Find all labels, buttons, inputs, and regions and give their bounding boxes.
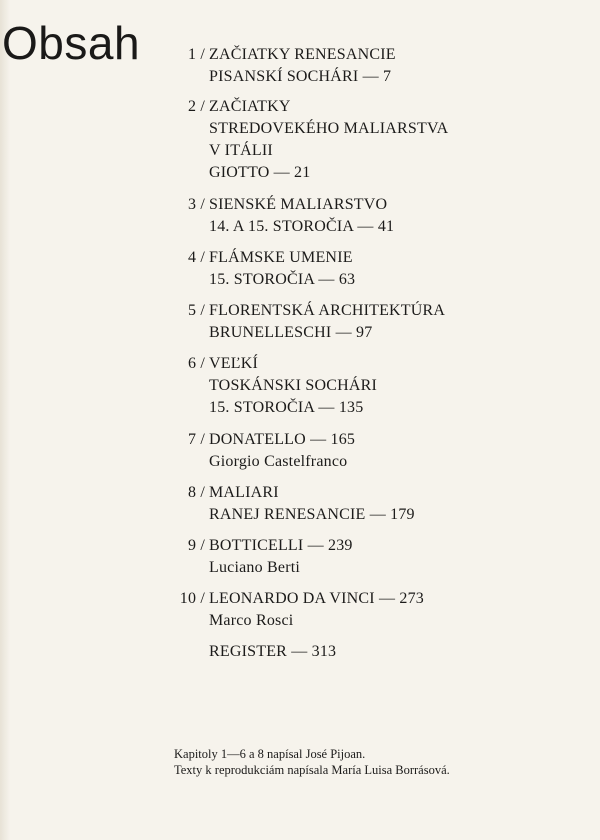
toc-entry-line: STREDOVEKÉHO MALIARSTVA — [209, 120, 449, 137]
toc-entry-line: MALIARI — [209, 484, 279, 501]
credits-footnote — [174, 746, 450, 778]
toc-entry-line: LEONARDO DA VINCI — 273 — [209, 590, 424, 607]
toc-entry-line: ZAČIATKY RENESANCIE — [209, 46, 396, 63]
toc-entry-text — [205, 300, 580, 344]
toc-entry-line: 14. A 15. STOROČIA — 41 — [209, 218, 395, 235]
table-of-contents — [150, 44, 580, 663]
toc-entry — [150, 429, 580, 473]
toc-entry-line: TOSKÁNSKI SOCHÁRI — [209, 377, 378, 394]
toc-entry-line: RANEJ RENESANCIE — 179 — [209, 506, 415, 523]
toc-entry-text — [205, 641, 580, 663]
toc-entry-line: 15. STOROČIA — 135 — [209, 399, 364, 416]
toc-entry — [150, 535, 580, 579]
toc-entry — [150, 44, 580, 88]
toc-entry — [150, 300, 580, 344]
toc-entry-line: Giorgio Castelfranco — [209, 453, 348, 470]
toc-entry-line: PISANSKÍ SOCHÁRI — 7 — [209, 68, 392, 85]
credits-line: Kapitoly 1—6 a 8 napísal José Pijoan. — [174, 747, 366, 761]
toc-entry-line: GIOTTO — 21 — [209, 164, 311, 181]
page-title: Obsah — [2, 17, 141, 69]
toc-entry-text — [205, 353, 580, 419]
toc-entry-line: SIENSKÉ MALIARSTVO — [209, 196, 388, 213]
toc-entry-line: ZAČIATKY — [209, 98, 291, 115]
toc-entry-line: REGISTER — 313 — [209, 643, 337, 660]
toc-entry — [150, 194, 580, 238]
toc-entry-text — [205, 247, 580, 291]
toc-entry-number — [150, 641, 205, 663]
toc-entry-number: 8 / — [187, 484, 205, 501]
page-edge — [0, 0, 10, 840]
toc-entry-line: Luciano Berti — [209, 559, 301, 576]
toc-entry-line: DONATELLO — 165 — [209, 431, 356, 448]
toc-entry-line: Marco Rosci — [209, 612, 294, 629]
toc-entry — [150, 588, 580, 632]
toc-entry-line: BRUNELLESCHI — 97 — [209, 324, 373, 341]
credits-line: Texty k reprodukciám napísala María Luisa Borrásová. — [174, 763, 450, 777]
toc-entry-number: 2 / — [187, 98, 205, 115]
toc-entry — [150, 353, 580, 419]
toc-entry-line: FLÁMSKE UMENIE — [209, 249, 353, 266]
toc-entry-number: 6 / — [187, 355, 205, 372]
toc-entry-text — [205, 535, 580, 579]
toc-entry-number: 4 / — [187, 249, 205, 266]
toc-entry-number: 9 / — [187, 537, 205, 554]
toc-entry-number: 3 / — [187, 196, 205, 213]
toc-entry-number: 10 / — [179, 590, 205, 607]
toc-entry-register — [150, 641, 580, 663]
toc-entry-line: BOTTICELLI — 239 — [209, 537, 353, 554]
toc-entry-number: 7 / — [187, 431, 205, 448]
toc-entry-text — [205, 44, 580, 88]
toc-entry-number: 1 / — [187, 46, 205, 63]
toc-entry-text — [205, 96, 580, 184]
toc-entry-number: 5 / — [187, 302, 205, 319]
toc-entry-line: V ITÁLII — [209, 142, 273, 159]
toc-entry-line: 15. STOROČIA — 63 — [209, 271, 356, 288]
toc-entry — [150, 482, 580, 526]
toc-entry — [150, 247, 580, 291]
toc-entry — [150, 96, 580, 184]
toc-entry-text — [205, 588, 580, 632]
toc-entry-text — [205, 482, 580, 526]
toc-entry-text — [205, 194, 580, 238]
toc-entry-line: VEĽKÍ — [209, 355, 258, 372]
toc-entry-text — [205, 429, 580, 473]
toc-entry-line: FLORENTSKÁ ARCHITEKTÚRA — [209, 302, 446, 319]
